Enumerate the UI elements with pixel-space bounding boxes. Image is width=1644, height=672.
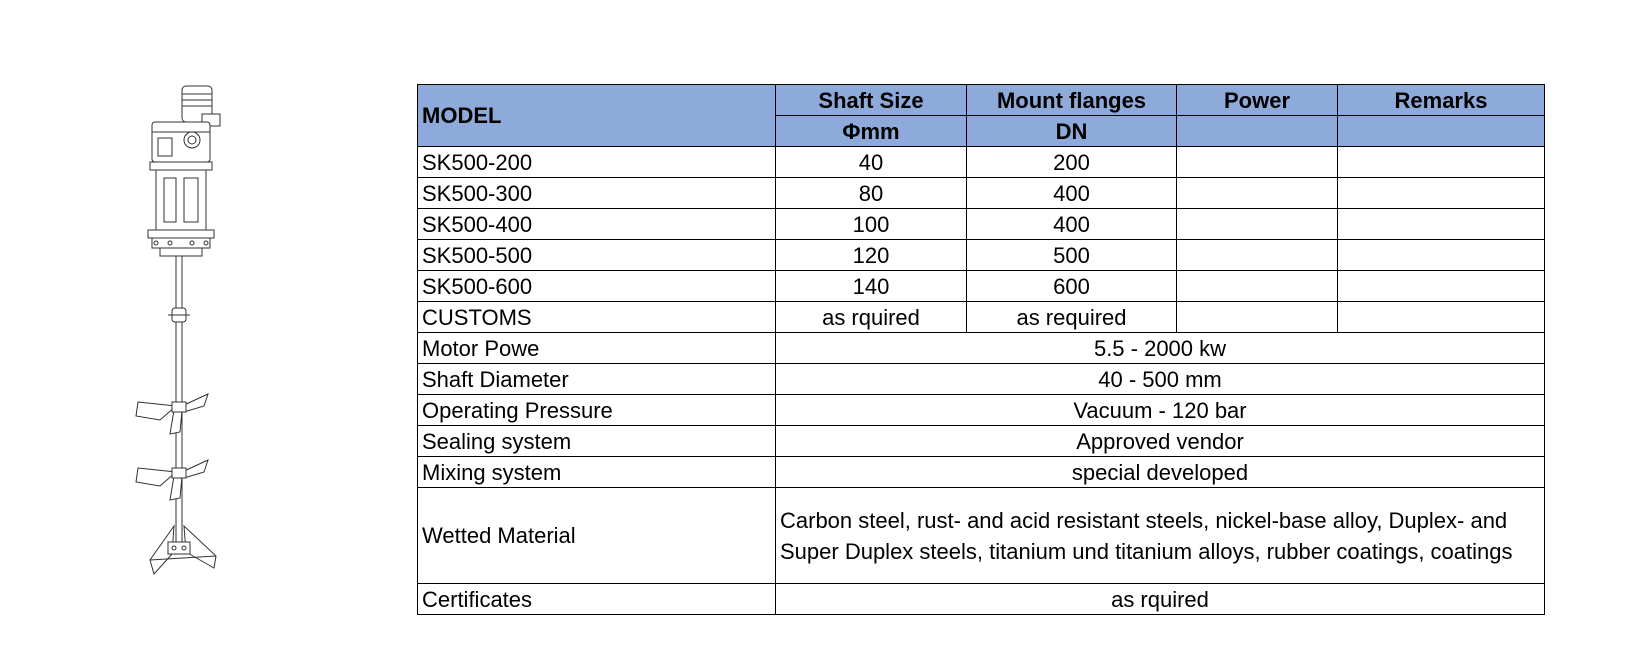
shaft-cell: 100 [776, 209, 967, 240]
remarks-cell [1338, 271, 1545, 302]
model-cell: SK500-200 [418, 147, 776, 178]
header-model: MODEL [418, 85, 776, 147]
remarks-cell [1338, 209, 1545, 240]
spec-row [418, 364, 1545, 395]
power-cell [1177, 240, 1338, 271]
spec-table [417, 84, 1545, 615]
table-row [418, 240, 1545, 271]
header-remarks: Remarks [1338, 85, 1545, 116]
impeller-blade-icon [136, 394, 208, 434]
spec-value: Carbon steel, rust- and acid resistant steels, nickel-base alloy, Duplex- and Super Duplex steels, titanium und titanium alloys, rubber coatings, coatings [776, 488, 1545, 584]
model-cell: SK500-500 [418, 240, 776, 271]
header-power-unit [1177, 116, 1338, 147]
spec-row [418, 457, 1545, 488]
header-row [418, 85, 1545, 116]
shaft-cell: 40 [776, 147, 967, 178]
model-cell: SK500-600 [418, 271, 776, 302]
flange-cell: 200 [967, 147, 1177, 178]
remarks-cell [1338, 147, 1545, 178]
shaft-cell: as rquired [776, 302, 967, 333]
motor-icon [182, 86, 220, 126]
power-cell [1177, 209, 1338, 240]
header-mount-flanges: Mount flanges [967, 85, 1177, 116]
remarks-cell [1338, 302, 1545, 333]
table-row [418, 302, 1545, 333]
spec-row [418, 426, 1545, 457]
header-shaft-size: Shaft Size [776, 85, 967, 116]
gearbox-icon [152, 122, 210, 162]
spec-value: 5.5 - 2000 kw [776, 333, 1545, 364]
flange-cell: 400 [967, 209, 1177, 240]
shaft-cell: 120 [776, 240, 967, 271]
flange-cell: 500 [967, 240, 1177, 271]
table-row [418, 147, 1545, 178]
spec-label: Wetted Material [418, 488, 776, 584]
spec-label: Motor Powe [418, 333, 776, 364]
spec-row [418, 333, 1545, 364]
remarks-cell [1338, 178, 1545, 209]
spec-value: Vacuum - 120 bar [776, 395, 1545, 426]
spec-label: Sealing system [418, 426, 776, 457]
spec-value: as rquired [776, 584, 1545, 615]
shaft-cell: 140 [776, 271, 967, 302]
model-cell: SK500-300 [418, 178, 776, 209]
agitator-drawing-icon [130, 80, 230, 610]
power-cell [1177, 147, 1338, 178]
header-power: Power [1177, 85, 1338, 116]
spec-label: Shaft Diameter [418, 364, 776, 395]
flange-cell: 600 [967, 271, 1177, 302]
spec-row [418, 395, 1545, 426]
impeller-blade-icon [136, 460, 208, 500]
spec-value: special developed [776, 457, 1545, 488]
shaft-cell: 80 [776, 178, 967, 209]
header-shaft-unit: Φmm [776, 116, 967, 147]
flange-cell: 400 [967, 178, 1177, 209]
spec-row [418, 584, 1545, 615]
power-cell [1177, 178, 1338, 209]
spec-row [418, 488, 1545, 584]
table-row [418, 209, 1545, 240]
table-row [418, 178, 1545, 209]
power-cell [1177, 302, 1338, 333]
header-remarks-unit [1338, 116, 1545, 147]
spec-value: Approved vendor [776, 426, 1545, 457]
spec-label: Operating Pressure [418, 395, 776, 426]
spec-value: 40 - 500 mm [776, 364, 1545, 395]
header-mount-unit: DN [967, 116, 1177, 147]
remarks-cell [1338, 240, 1545, 271]
model-cell: SK500-400 [418, 209, 776, 240]
lantern-housing-icon [148, 162, 214, 256]
spec-label: Mixing system [418, 457, 776, 488]
power-cell [1177, 271, 1338, 302]
table-row [418, 271, 1545, 302]
spec-label: Certificates [418, 584, 776, 615]
model-cell: CUSTOMS [418, 302, 776, 333]
bottom-impeller-icon [150, 526, 216, 574]
flange-cell: as required [967, 302, 1177, 333]
